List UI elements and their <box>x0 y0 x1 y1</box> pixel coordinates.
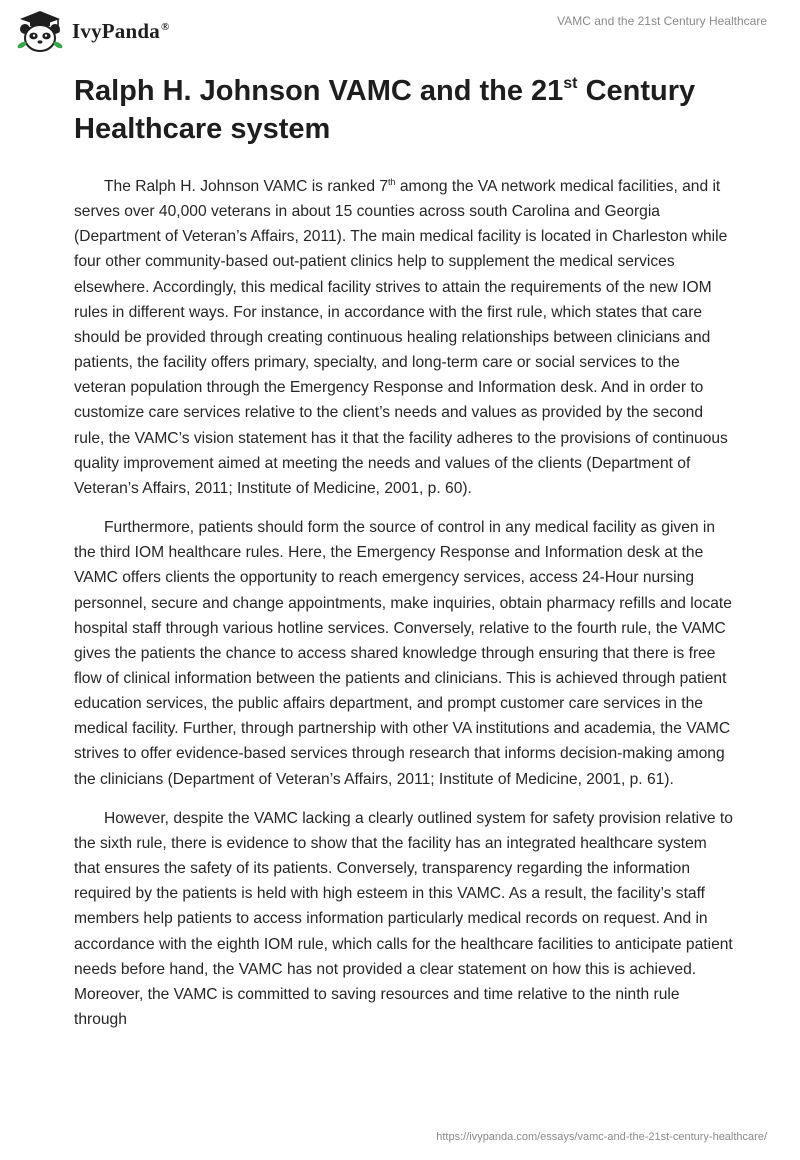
ivypanda-logo[interactable] <box>14 8 169 54</box>
running-title: VAMC and the 21st Century Healthcare <box>557 14 767 28</box>
paragraph-2: Furthermore, patients should form the source of control in any medical facility as given in the third IOM healthcare rules. Here, the Emergency Response and Information desk at the VAMC offers clients the opportunity to reach emergency services, access 24-Hour nursing personnel, secure and change appointments, make inquiries, obtain pharmacy refills and locate hospital staff through various hotline services. Conversely, relative to the fourth rule, the VAMC gives the patients the chance to access shared knowledge through ensuring that there is free flow of clinical information between the patients and clinicians. This is achieved through patient education services, the public affairs department, and prompt customer care services in the medical facility. Further, through partnership with other VA institutions and academia, the VAMC strives to offer evidence-based services through research that informs decision-making among the clinicians (Department of Veteran’s Affairs, 2011; Institute of Medicine, 2001, p. 61). <box>74 519 732 788</box>
page-title: Ralph H. Johnson VAMC and the 21st Century Healthcare system <box>74 75 696 145</box>
panda-graduate-icon <box>14 8 66 54</box>
page-header <box>0 0 800 60</box>
paragraph-3: However, despite the VAMC lacking a clearly outlined system for safety provision relative to the sixth rule, there is evidence to show that the facility has an integrated healthcare system that ensures the safety of its patients. Conversely, transparency regarding the information required by the patients is held with high esteem in this VAMC. As a result, the facility’s staff members help patients to access information particularly medical records on request. And in accordance with the eighth IOM rule, which calls for the healthcare facilities to anticipate patient needs before hand, the VAMC has not provided a clear statement on how this is achieved. Moreover, the VAMC is committed to saving resources and time relative to the ninth rule through <box>74 809 733 1028</box>
registered-mark: ® <box>160 20 170 33</box>
source-url-link[interactable]: https://ivypanda.com/essays/vamc-and-the-21st-century-healthcare/ <box>436 1131 767 1143</box>
brand-name: IvyPanda® <box>72 18 170 43</box>
paragraph-1: The Ralph H. Johnson VAMC is ranked 7th among the VA network medical facilities, and it serves over 40,000 veterans in about 15 counties across south Carolina and Georgia (Department of Veteran’s Affairs, 2011). The main medical facility is located in Charleston while four other community-based out-patient clinics help to supplement the medical services elsewhere. Accordingly, this medical facility strives to attain the requirements of the new IOM rules in different ways. For instance, in accordance with the first rule, which states that care should be provided through creating continuous healing relationships between clinicians and patients, the facility offers primary, specialty, and long-term care or social services to the veteran population through the Emergency Response and Information desk. And in order to customize care services relative to the client’s needs and values as provided by the second rule, the VAMC’s vision statement has it that the facility adheres to the provisions of continuous quality improvement aimed at meeting the needs and values of the clients (Department of Veteran’s Affairs, 2011; Institute of Medicine, 2001, p. 60). <box>74 177 728 497</box>
essay-body <box>74 174 734 1046</box>
